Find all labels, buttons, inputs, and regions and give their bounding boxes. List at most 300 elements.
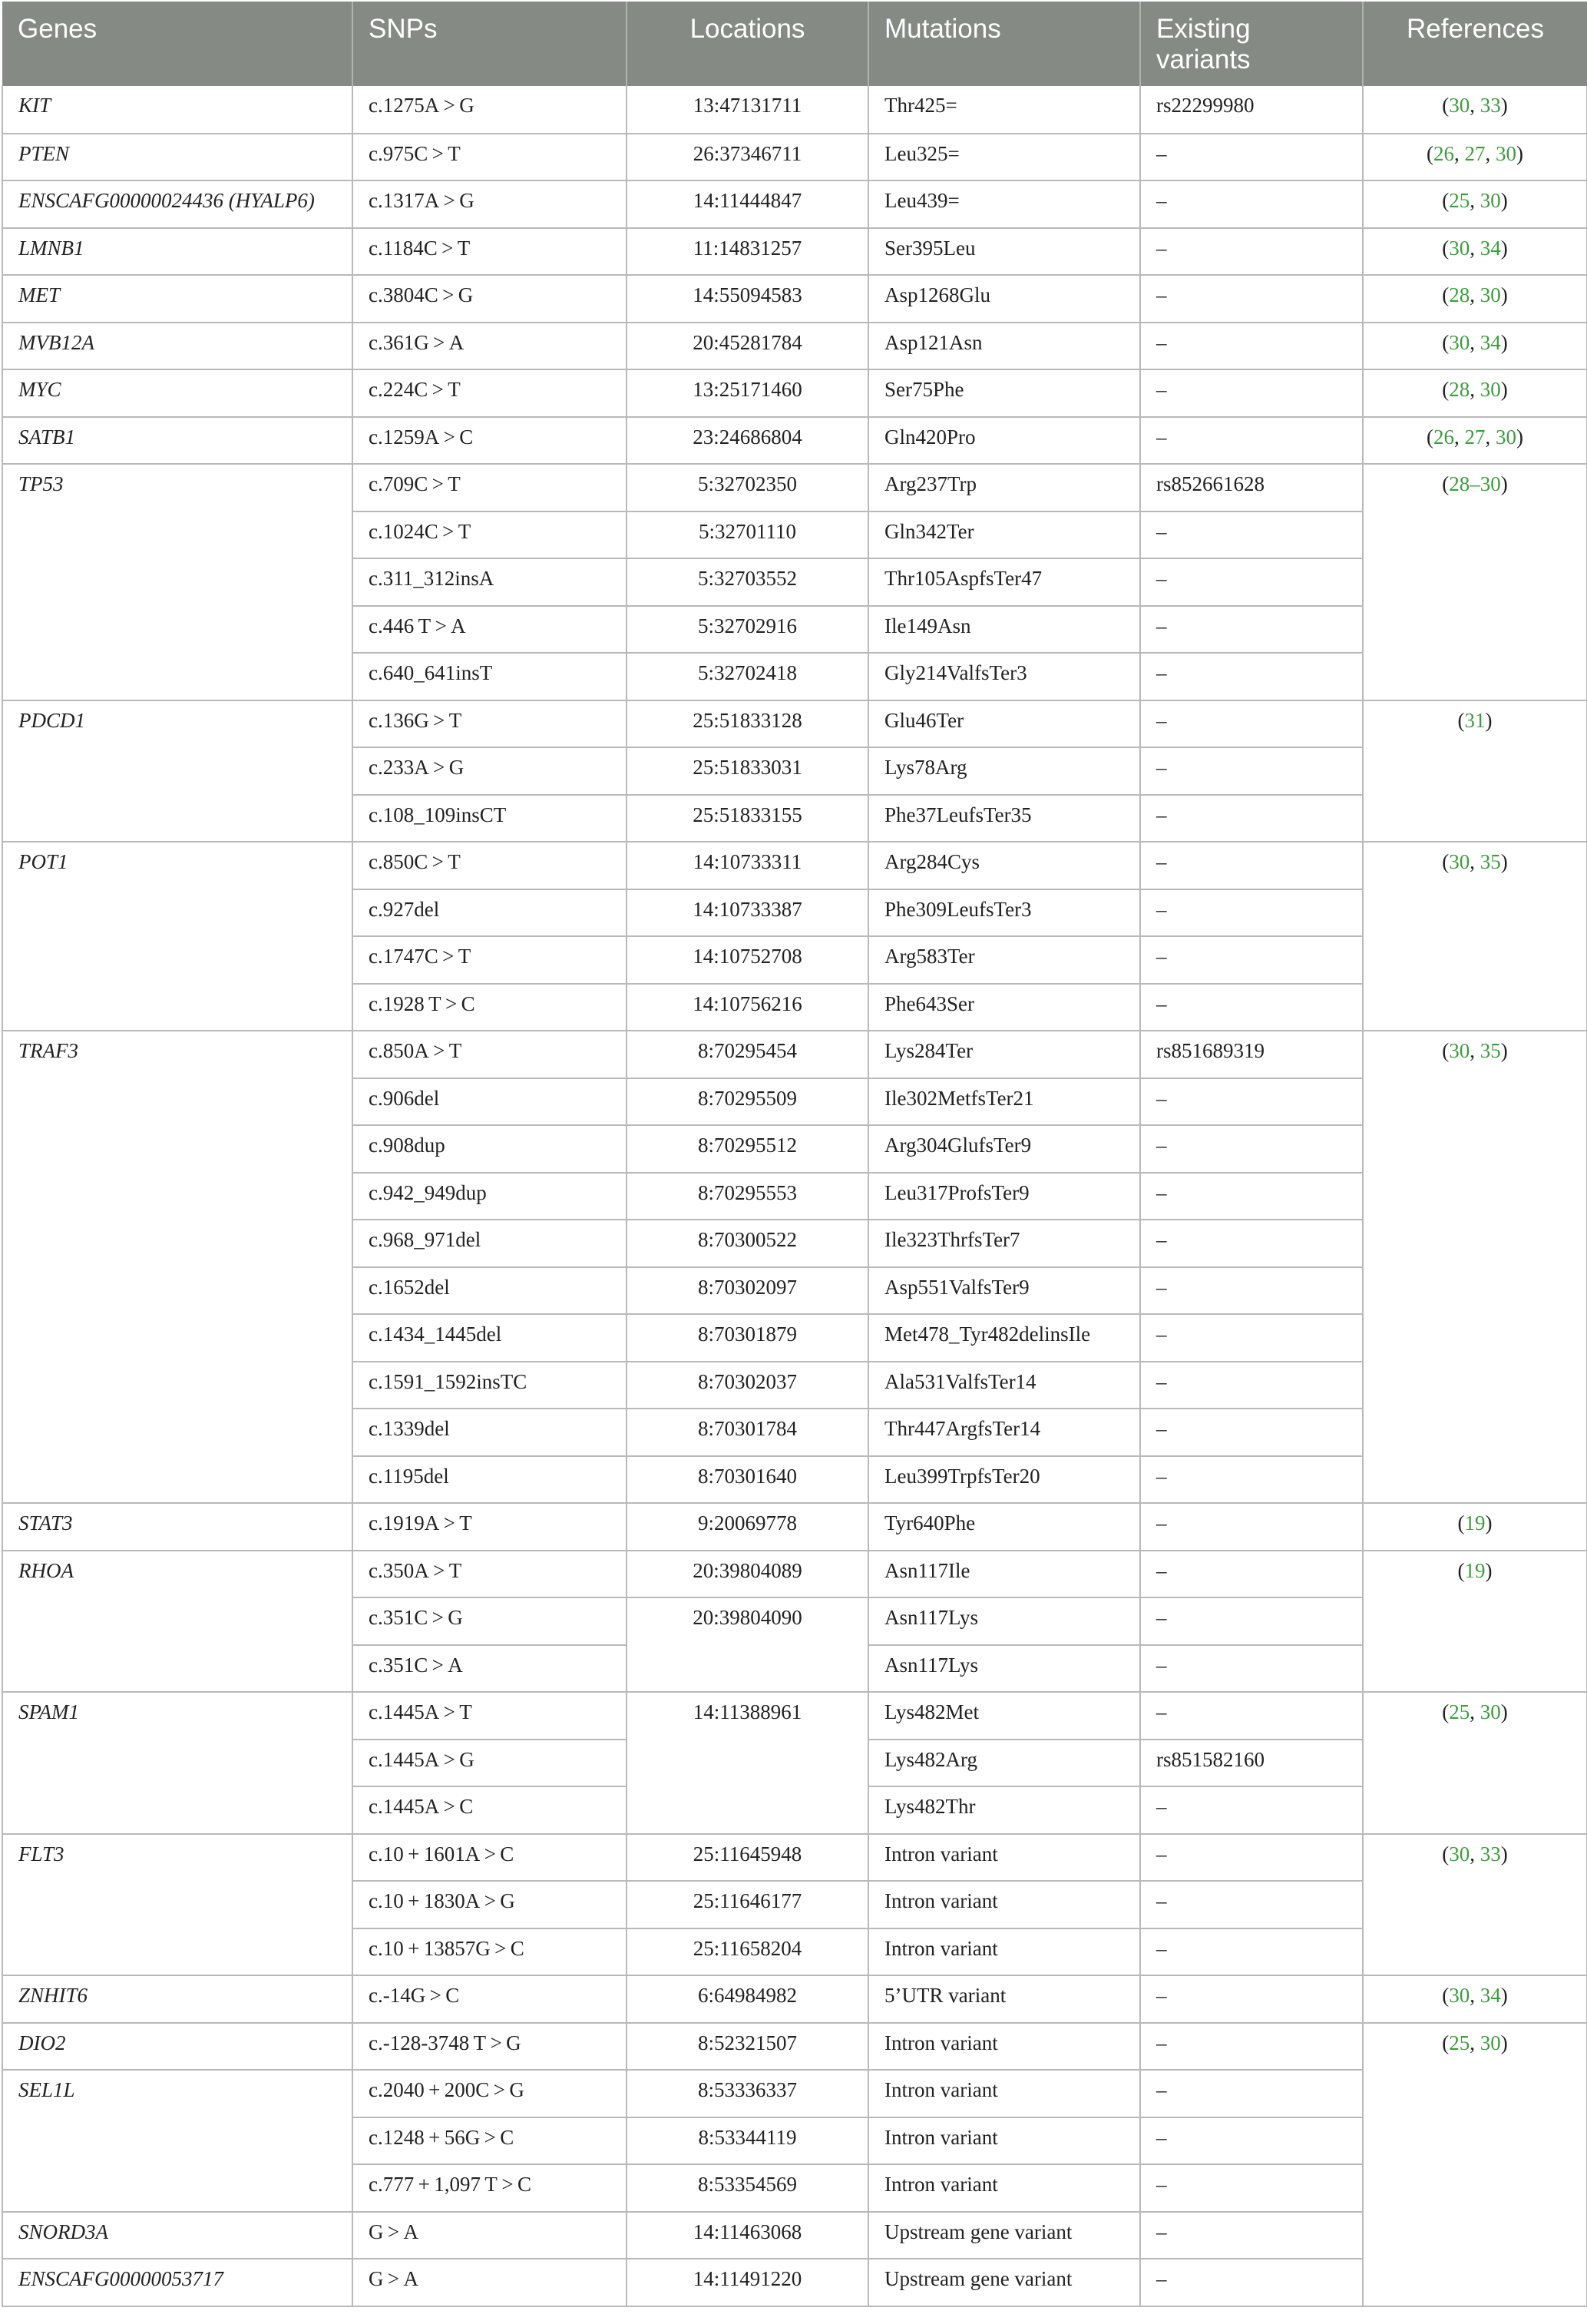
mutation-cell: Gln342Ter — [868, 511, 1140, 559]
snp-cell: c.850C > T — [352, 842, 627, 889]
gene-name: PDCD1 — [18, 708, 85, 732]
mutation-cell: Intron variant — [868, 2117, 1140, 2165]
reference-link[interactable]: 35 — [1480, 1039, 1501, 1062]
mutation-cell: Intron variant — [868, 2164, 1140, 2212]
references-cell: (19) — [1363, 1551, 1587, 1693]
location-cell: 8:52321507 — [627, 2023, 868, 2071]
existing-variant-cell: – — [1140, 889, 1363, 937]
mutation-cell: Intron variant — [868, 1928, 1140, 1976]
snp-cell: c.446 T > A — [352, 606, 627, 654]
existing-variant-cell: – — [1140, 1362, 1363, 1409]
snp-cell: c.136G > T — [352, 700, 627, 748]
gene-name: FLT3 — [18, 1842, 64, 1865]
location-cell: 25:11658204 — [627, 1928, 868, 1976]
snp-cell: c.1339del — [352, 1409, 627, 1456]
reference-link[interactable]: 30 — [1480, 189, 1501, 212]
existing-variant-cell: – — [1140, 653, 1363, 700]
existing-variant-cell: rs851582160 — [1140, 1740, 1363, 1787]
reference-link[interactable]: 19 — [1464, 1511, 1486, 1534]
reference-link[interactable]: 27 — [1464, 141, 1486, 165]
existing-variant-cell: – — [1140, 1834, 1363, 1882]
header-genes: Genes — [2, 2, 352, 86]
location-cell: 8:70295509 — [627, 1078, 868, 1126]
references-cell: (31) — [1363, 700, 1587, 843]
references-cell: (19) — [1363, 1503, 1587, 1551]
existing-variant-cell: – — [1140, 2164, 1363, 2212]
header-mutations: Mutations — [868, 2, 1140, 86]
gene-cell — [2, 86, 352, 134]
location-cell: 5:32702916 — [627, 606, 868, 654]
snp-cell: c.908dup — [352, 1125, 627, 1173]
gene-cell — [2, 134, 352, 181]
gene-cell: ENSCAFG00000024436 (HYALP6) — [2, 180, 352, 228]
snp-cell: c.1024C > T — [352, 511, 627, 559]
snp-cell: c.709C > T — [352, 464, 627, 511]
gene-name: TP53 — [18, 472, 64, 495]
mutation-cell: Asn117Ile — [868, 1551, 1140, 1598]
header-references: References — [1363, 2, 1587, 86]
gene-cell — [2, 1834, 352, 1976]
reference-link[interactable]: 30 — [1449, 1842, 1470, 1865]
gene-cell — [2, 323, 352, 370]
mutation-cell: Intron variant — [868, 1834, 1140, 1882]
location-cell: 8:70295512 — [627, 1125, 868, 1173]
mutation-cell: Leu325= — [868, 134, 1140, 181]
mutation-cell: Lys482Thr — [868, 1786, 1140, 1834]
existing-variant-cell: rs851689319 — [1140, 1031, 1363, 1078]
gene-cell — [2, 2070, 352, 2212]
references-cell: (30, 33) — [1363, 1834, 1587, 1976]
gene-cell — [2, 228, 352, 276]
mutation-cell: Phe643Ser — [868, 984, 1140, 1031]
reference-link[interactable]: 30 — [1449, 94, 1470, 117]
reference-link[interactable]: 30 — [1449, 236, 1470, 260]
reference-link[interactable]: 28–30 — [1449, 472, 1501, 495]
location-cell: 8:53336337 — [627, 2070, 868, 2117]
existing-variant-cell: – — [1140, 1551, 1363, 1598]
gene-name: RHOA — [18, 1558, 74, 1582]
mutation-cell: Ile323ThrfsTer7 — [868, 1220, 1140, 1267]
references-cell: (30, 34) — [1363, 1975, 1587, 2023]
references-cell: (30, 34) — [1363, 228, 1587, 276]
existing-variant-cell: – — [1140, 1078, 1363, 1126]
gene-name: MVB12A — [18, 330, 94, 354]
existing-variant-cell: – — [1140, 180, 1363, 228]
reference-link[interactable]: 34 — [1480, 236, 1501, 260]
snp-cell: c.1275A > G — [352, 86, 627, 134]
gene-cell — [2, 2023, 352, 2071]
snp-cell: c.968_971del — [352, 1220, 627, 1267]
gene-cell — [2, 1551, 352, 1693]
snp-cell: c.850A > T — [352, 1031, 627, 1078]
location-cell: 25:51833031 — [627, 747, 868, 795]
mutation-cell: Asp551ValfsTer9 — [868, 1267, 1140, 1315]
header-existing-variants: Existing variants — [1140, 2, 1363, 86]
location-cell: 8:70295454 — [627, 1031, 868, 1078]
gene-name: TRAF3 — [18, 1039, 78, 1062]
mutation-cell: Upstream gene variant — [868, 2259, 1140, 2306]
location-cell: 14:55094583 — [627, 275, 868, 323]
location-cell: 14:11388961 — [627, 1692, 868, 1834]
existing-variant-cell: rs22299980 — [1140, 86, 1363, 134]
location-cell: 25:51833155 — [627, 795, 868, 843]
table-row — [2, 842, 1587, 889]
existing-variant-cell: – — [1140, 2117, 1363, 2165]
existing-variant-cell: – — [1140, 2259, 1363, 2306]
location-cell: 26:37346711 — [627, 134, 868, 181]
gene-name: PTEN — [18, 141, 70, 165]
gene-name: ENSCAFG00000053717 — [18, 2267, 223, 2290]
location-cell: 14:11444847 — [627, 180, 868, 228]
gene-cell — [2, 1503, 352, 1551]
existing-variant-cell: – — [1140, 2212, 1363, 2259]
reference-link[interactable]: 30 — [1496, 425, 1516, 449]
mutation-cell: Ala531ValfsTer14 — [868, 1362, 1140, 1409]
snp-cell: c.942_949dup — [352, 1173, 627, 1220]
existing-variant-cell: – — [1140, 1456, 1363, 1504]
snp-cell: c.1747C > T — [352, 936, 627, 984]
references-cell: (25, 30) — [1363, 180, 1587, 228]
location-cell: 8:70300522 — [627, 1220, 868, 1267]
reference-link[interactable]: 30 — [1449, 850, 1470, 873]
reference-link[interactable]: 34 — [1480, 330, 1501, 354]
mutation-cell: Thr425= — [868, 86, 1140, 134]
gene-name: MET — [18, 283, 60, 306]
location-cell: 14:10733387 — [627, 889, 868, 937]
snp-cell: c.1591_1592insTC — [352, 1362, 627, 1409]
snp-cell: c.1184C > T — [352, 228, 627, 276]
location-cell: 25:11645948 — [627, 1834, 868, 1882]
snp-cell: c.927del — [352, 889, 627, 937]
reference-link[interactable]: 30 — [1480, 378, 1501, 401]
mutation-cell: Thr105AspfsTer47 — [868, 558, 1140, 606]
location-cell: 5:32701110 — [627, 511, 868, 559]
snp-cell: c.10 + 1601A > C — [352, 1834, 627, 1882]
location-cell: 6:64984982 — [627, 1975, 868, 2023]
mutation-cell: Thr447ArgfsTer14 — [868, 1409, 1140, 1456]
reference-link[interactable]: 25 — [1449, 1700, 1470, 1723]
gene-name: DIO2 — [18, 2031, 66, 2054]
snp-cell: c.1445A > G — [352, 1740, 627, 1787]
reference-link[interactable]: 33 — [1480, 1842, 1501, 1865]
location-cell: 8:70301640 — [627, 1456, 868, 1504]
gene-name: LMNB1 — [18, 236, 84, 260]
table-row — [2, 1975, 1587, 2023]
location-cell: 8:70302037 — [627, 1362, 868, 1409]
location-cell: 20:45281784 — [627, 323, 868, 370]
reference-link[interactable]: 28 — [1449, 378, 1470, 401]
existing-variant-cell: – — [1140, 1975, 1363, 2023]
snp-cell: c.1195del — [352, 1456, 627, 1504]
table-row — [2, 1834, 1587, 1882]
mutation-cell: Ser75Phe — [868, 369, 1140, 417]
mutation-cell: Upstream gene variant — [868, 2212, 1140, 2259]
snp-cell: c.1928 T > C — [352, 984, 627, 1031]
snp-cell: c.1445A > T — [352, 1692, 627, 1740]
snp-cell: c.233A > G — [352, 747, 627, 795]
table-row — [2, 2212, 1587, 2259]
existing-variant-cell: – — [1140, 1597, 1363, 1645]
location-cell: 8:53354569 — [627, 2164, 868, 2212]
existing-variant-cell: – — [1140, 2023, 1363, 2071]
snp-cell: c.640_641insT — [352, 653, 627, 700]
location-cell: 25:51833128 — [627, 700, 868, 748]
existing-variant-cell: – — [1140, 417, 1363, 465]
gene-name: ENSCAFG00000024436 — [18, 189, 223, 212]
location-cell: 25:11646177 — [627, 1881, 868, 1928]
header-snps: SNPs — [352, 2, 627, 86]
table-row — [2, 369, 1587, 417]
reference-link[interactable]: 25 — [1449, 2031, 1470, 2054]
reference-link[interactable]: 26 — [1433, 141, 1454, 165]
gene-name: STAT3 — [18, 1511, 73, 1534]
location-cell: 20:39804089 — [627, 1551, 868, 1598]
existing-variant-cell: – — [1140, 1503, 1363, 1551]
references-cell: (28, 30) — [1363, 369, 1587, 417]
table-row — [2, 180, 1587, 228]
location-cell: 14:11463068 — [627, 2212, 868, 2259]
snp-cell: c.906del — [352, 1078, 627, 1126]
reference-link[interactable]: 30 — [1480, 1700, 1501, 1723]
mutation-cell: Phe309LeufsTer3 — [868, 889, 1140, 937]
references-cell: (30, 33) — [1363, 86, 1587, 134]
reference-link[interactable]: 35 — [1480, 850, 1501, 873]
existing-variant-cell: – — [1140, 1786, 1363, 1834]
reference-link[interactable]: 27 — [1464, 425, 1486, 449]
mutation-cell: Lys78Arg — [868, 747, 1140, 795]
location-cell: 14:10733311 — [627, 842, 868, 889]
location-cell: 5:32702418 — [627, 653, 868, 700]
table-header — [2, 2, 1587, 86]
mutation-cell: Gln420Pro — [868, 417, 1140, 465]
gene-cell — [2, 464, 352, 700]
mutation-cell: Phe37LeufsTer35 — [868, 795, 1140, 843]
table-row — [2, 1551, 1587, 1598]
table-row — [2, 1692, 1587, 1740]
mutation-cell: Asn117Lys — [868, 1645, 1140, 1693]
gene-cell — [2, 1975, 352, 2023]
existing-variant-cell: – — [1140, 1173, 1363, 1220]
reference-link[interactable]: 34 — [1480, 1984, 1501, 2007]
table-row — [2, 1031, 1587, 1078]
mutation-cell: Arg237Trp — [868, 464, 1140, 511]
reference-link[interactable]: 30 — [1449, 1039, 1470, 1062]
existing-variant-cell: rs852661628 — [1140, 464, 1363, 511]
existing-variant-cell: – — [1140, 936, 1363, 984]
gene-cell — [2, 2259, 352, 2306]
references-cell: (26, 27, 30) — [1363, 134, 1587, 181]
references-cell: (26, 27, 30) — [1363, 417, 1587, 465]
mutation-cell: Arg583Ter — [868, 936, 1140, 984]
gene-name: SNORD3A — [18, 2220, 108, 2243]
mutation-cell: Arg304GlufsTer9 — [868, 1125, 1140, 1173]
location-cell: 20:39804090 — [627, 1597, 868, 1692]
header-row — [2, 2, 1587, 86]
reference-link[interactable]: 30 — [1449, 1984, 1470, 2007]
existing-variant-cell: – — [1140, 795, 1363, 843]
snp-cell: c.108_109insCT — [352, 795, 627, 843]
snp-cell: c.777 + 1,097 T > C — [352, 2164, 627, 2212]
location-cell: 14:11491220 — [627, 2259, 868, 2306]
mutation-cell: Asp1268Glu — [868, 275, 1140, 323]
snp-cell: c.350A > T — [352, 1551, 627, 1598]
table-row — [2, 275, 1587, 323]
gene-name: POT1 — [18, 850, 68, 873]
snp-cell: c.1248 + 56G > C — [352, 2117, 627, 2165]
location-cell: 8:70302097 — [627, 1267, 868, 1315]
mutation-cell: Ile149Asn — [868, 606, 1140, 654]
snp-cell: c.3804C > G — [352, 275, 627, 323]
mutation-cell: Met478_Tyr482delinsIle — [868, 1314, 1140, 1362]
gene-name: ZNHIT6 — [18, 1984, 88, 2007]
mutation-cell: Leu317ProfsTer9 — [868, 1173, 1140, 1220]
mutation-cell: Intron variant — [868, 2023, 1140, 2071]
location-cell: 9:20069778 — [627, 1503, 868, 1551]
existing-variant-cell: – — [1140, 842, 1363, 889]
existing-variant-cell: – — [1140, 1881, 1363, 1928]
gene-name: KIT — [18, 94, 51, 117]
snp-cell: G > A — [352, 2212, 627, 2259]
existing-variant-cell: – — [1140, 747, 1363, 795]
table-row — [2, 1503, 1587, 1551]
location-cell: 14:10756216 — [627, 984, 868, 1031]
reference-link[interactable]: 30 — [1449, 330, 1470, 354]
existing-variant-cell: – — [1140, 1645, 1363, 1693]
mutation-cell: Arg284Cys — [868, 842, 1140, 889]
table-row — [2, 417, 1587, 465]
existing-variant-cell: – — [1140, 700, 1363, 748]
snp-cell: c.975C > T — [352, 134, 627, 181]
reference-link[interactable]: 30 — [1496, 141, 1516, 165]
references-cell: (28–30) — [1363, 464, 1587, 700]
gene-name: SEL1L — [18, 2078, 75, 2101]
location-cell: 13:47131711 — [627, 86, 868, 134]
existing-variant-cell: – — [1140, 134, 1363, 181]
header-locations: Locations — [627, 2, 868, 86]
snp-cell: c.351C > A — [352, 1645, 627, 1693]
gene-name: SATB1 — [18, 425, 75, 449]
snp-cell: c.1317A > G — [352, 180, 627, 228]
mutation-cell: Intron variant — [868, 1881, 1140, 1928]
existing-variant-cell: – — [1140, 1314, 1363, 1362]
variants-table — [2, 2, 1587, 2307]
location-cell: 5:32702350 — [627, 464, 868, 511]
gene-name: MYC — [18, 378, 61, 401]
reference-link[interactable]: 30 — [1480, 2031, 1501, 2054]
table-row — [2, 134, 1587, 181]
snp-cell: c.351C > G — [352, 1597, 627, 1645]
existing-variant-cell: – — [1140, 323, 1363, 370]
gene-cell — [2, 275, 352, 323]
location-cell: 8:53344119 — [627, 2117, 868, 2165]
table-body — [2, 86, 1587, 2306]
gene-cell — [2, 1031, 352, 1503]
existing-variant-cell: – — [1140, 984, 1363, 1031]
existing-variant-cell: – — [1140, 369, 1363, 417]
references-cell: (28, 30) — [1363, 275, 1587, 323]
snp-cell: c.1434_1445del — [352, 1314, 627, 1362]
snp-cell: c.224C > T — [352, 369, 627, 417]
location-cell: 8:70295553 — [627, 1173, 868, 1220]
existing-variant-cell: – — [1140, 2070, 1363, 2117]
references-cell: (30, 35) — [1363, 842, 1587, 1031]
gene-cell — [2, 369, 352, 417]
snp-cell: c.1259A > C — [352, 417, 627, 465]
mutation-cell: Lys482Met — [868, 1692, 1140, 1740]
location-cell: 13:25171460 — [627, 369, 868, 417]
mutation-cell: Ile302MetfsTer21 — [868, 1078, 1140, 1126]
table-row — [2, 700, 1587, 748]
mutation-cell: Asn117Lys — [868, 1597, 1140, 1645]
existing-variant-cell: – — [1140, 1692, 1363, 1740]
location-cell: 11:14831257 — [627, 228, 868, 276]
table-row — [2, 2070, 1587, 2117]
snp-cell: c.1445A > C — [352, 1786, 627, 1834]
location-cell: 8:70301784 — [627, 1409, 868, 1456]
snp-cell: c.1652del — [352, 1267, 627, 1315]
mutation-cell: Glu46Ter — [868, 700, 1140, 748]
snp-cell: c.2040 + 200C > G — [352, 2070, 627, 2117]
existing-variant-cell: – — [1140, 1220, 1363, 1267]
gene-cell — [2, 417, 352, 465]
mutation-cell: Lys482Arg — [868, 1740, 1140, 1787]
snp-cell: c.10 + 1830A > G — [352, 1881, 627, 1928]
snp-cell: G > A — [352, 2259, 627, 2306]
mutation-cell: Leu439= — [868, 180, 1140, 228]
table-row — [2, 464, 1587, 511]
table-row — [2, 86, 1587, 134]
snp-cell: c.361G > A — [352, 323, 627, 370]
existing-variant-cell: – — [1140, 1409, 1363, 1456]
reference-link[interactable]: 19 — [1464, 1558, 1486, 1582]
gene-cell — [2, 842, 352, 1031]
reference-link[interactable]: 28 — [1449, 283, 1470, 306]
snp-cell: c.-128-3748 T > G — [352, 2023, 627, 2071]
gene-cell — [2, 1692, 352, 1834]
table-row — [2, 2023, 1587, 2071]
location-cell: 14:10752708 — [627, 936, 868, 984]
reference-link[interactable]: 31 — [1464, 708, 1486, 732]
reference-link[interactable]: 33 — [1480, 94, 1501, 117]
gene-cell — [2, 700, 352, 843]
reference-link[interactable]: 25 — [1449, 189, 1470, 212]
mutation-cell: Leu399TrpfsTer20 — [868, 1456, 1140, 1504]
existing-variant-cell: – — [1140, 228, 1363, 276]
table-row — [2, 323, 1587, 370]
gene-cell — [2, 2212, 352, 2259]
mutation-cell: Asp121Asn — [868, 323, 1140, 370]
snp-cell: c.311_312insA — [352, 558, 627, 606]
existing-variant-cell: – — [1140, 1125, 1363, 1173]
reference-link[interactable]: 30 — [1480, 283, 1501, 306]
gene-alias: HYALP6 — [235, 189, 308, 212]
snp-cell: c.10 + 13857G > C — [352, 1928, 627, 1976]
references-cell: (30, 35) — [1363, 1031, 1587, 1503]
mutation-cell: Gly214ValfsTer3 — [868, 653, 1140, 700]
snp-cell: c.-14G > C — [352, 1975, 627, 2023]
mutation-cell: Ser395Leu — [868, 228, 1140, 276]
reference-link[interactable]: 26 — [1433, 425, 1454, 449]
snp-cell: c.1919A > T — [352, 1503, 627, 1551]
existing-variant-cell: – — [1140, 606, 1363, 654]
mutation-cell: Intron variant — [868, 2070, 1140, 2117]
mutation-cell: Lys284Ter — [868, 1031, 1140, 1078]
existing-variant-cell: – — [1140, 1928, 1363, 1976]
existing-variant-cell: – — [1140, 558, 1363, 606]
location-cell: 5:32703552 — [627, 558, 868, 606]
references-cell: (25, 30) — [1363, 2023, 1587, 2306]
mutation-cell: Tyr640Phe — [868, 1503, 1140, 1551]
